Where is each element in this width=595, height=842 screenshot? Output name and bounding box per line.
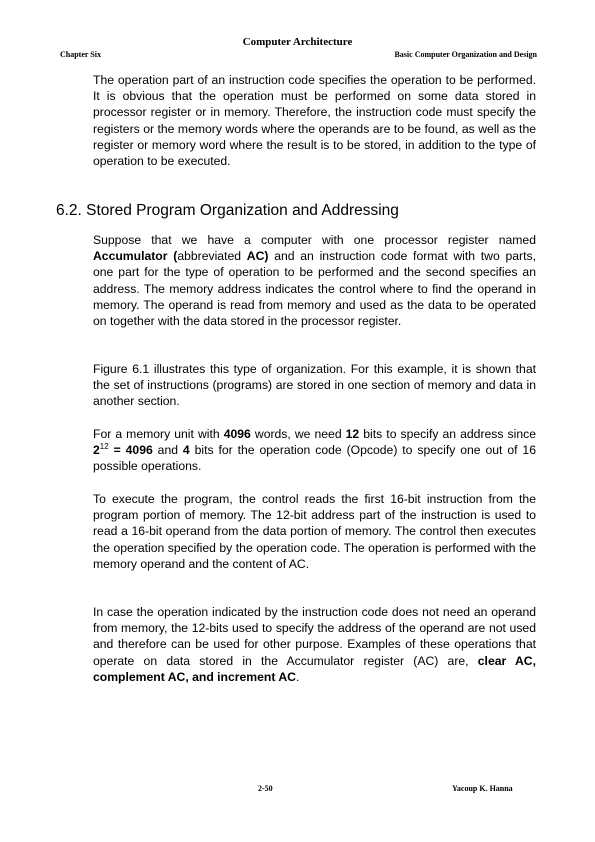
paragraph-execution: To execute the program, the control reads the first 16-bit instruction from the program portion of memory. The 12-bit address part of the instruction is used to read a 16-bit operand from the data portion of memory. The control then executes the operation specified by the operation code. The operation is performed with the memory operand and the content of AC. — [93, 492, 536, 571]
text-run: bits to specify an address since — [359, 427, 536, 441]
bold-term: 4096 — [223, 427, 251, 441]
bold-term: 2 — [93, 443, 100, 458]
document-title: Computer Architecture — [242, 36, 353, 48]
paragraph-no-operand — [93, 604, 536, 685]
running-header: Basic Computer Organization and Design — [394, 50, 537, 59]
bold-term: 4 — [182, 443, 190, 458]
bold-term: AC) — [246, 249, 269, 264]
text-run: For a memory unit with — [93, 427, 224, 441]
page-number: 2-50 — [258, 784, 273, 793]
bold-term: 12 — [345, 427, 360, 441]
text-run: Suppose that we have a computer with one processor register named — [93, 233, 536, 247]
text-run: abbreviated — [177, 249, 247, 264]
text-run: In case the operation indicated by the instruction code does not need an operand from memory, the 12-bits used to specify the address of the operand are not used and therefore can be used for other purpose. Examples of these operations that operate on data stored in the Accumulator register (AC) are, — [93, 605, 536, 668]
chapter-label: Chapter Six — [60, 50, 101, 59]
text-run: and an instruction code format with two parts, one part for the type of operation to be performed and the second specifies an address. The memory address indicates the control where to find the operand in memory. The operand is read from memory and used as the data to be operated on together with the data stored in the processor register. — [93, 249, 536, 329]
section-heading: 6.2. Stored Program Organization and Addressing — [56, 202, 399, 219]
text-run: and — [152, 443, 183, 458]
author-name: Yacoup K. Hanna — [452, 784, 513, 793]
intro-paragraph: The operation part of an instruction code specifies the operation to be performed. It is obvious that the operation must be performed on some data stored in processor register or in memory. Therefore, the instruction code must specify the registers or the memory words where the operands are to be found, as well as the register or memory word where the result is to be stored, in addition to the type of operation to be executed. — [93, 73, 536, 169]
text-run: bits for the operation code (Opcode) to specify one out of 16 possible operations. — [93, 443, 536, 474]
paragraph-figure-reference: Figure 6.1 illustrates this type of organization. For this example, it is shown that the set of instructions (programs) are stored in one section of memory and data in another section. — [93, 362, 536, 409]
text-run: words, we need — [250, 427, 346, 441]
paragraph-accumulator — [93, 232, 536, 329]
bold-term: = 4096 — [108, 443, 153, 458]
bold-term: clear AC, complement AC, and increment AC — [93, 653, 536, 684]
superscript: 12 — [99, 442, 109, 452]
bold-term: Accumulator ( — [93, 249, 178, 264]
paragraph-memory-unit — [93, 426, 536, 475]
text-run: . — [295, 669, 300, 684]
